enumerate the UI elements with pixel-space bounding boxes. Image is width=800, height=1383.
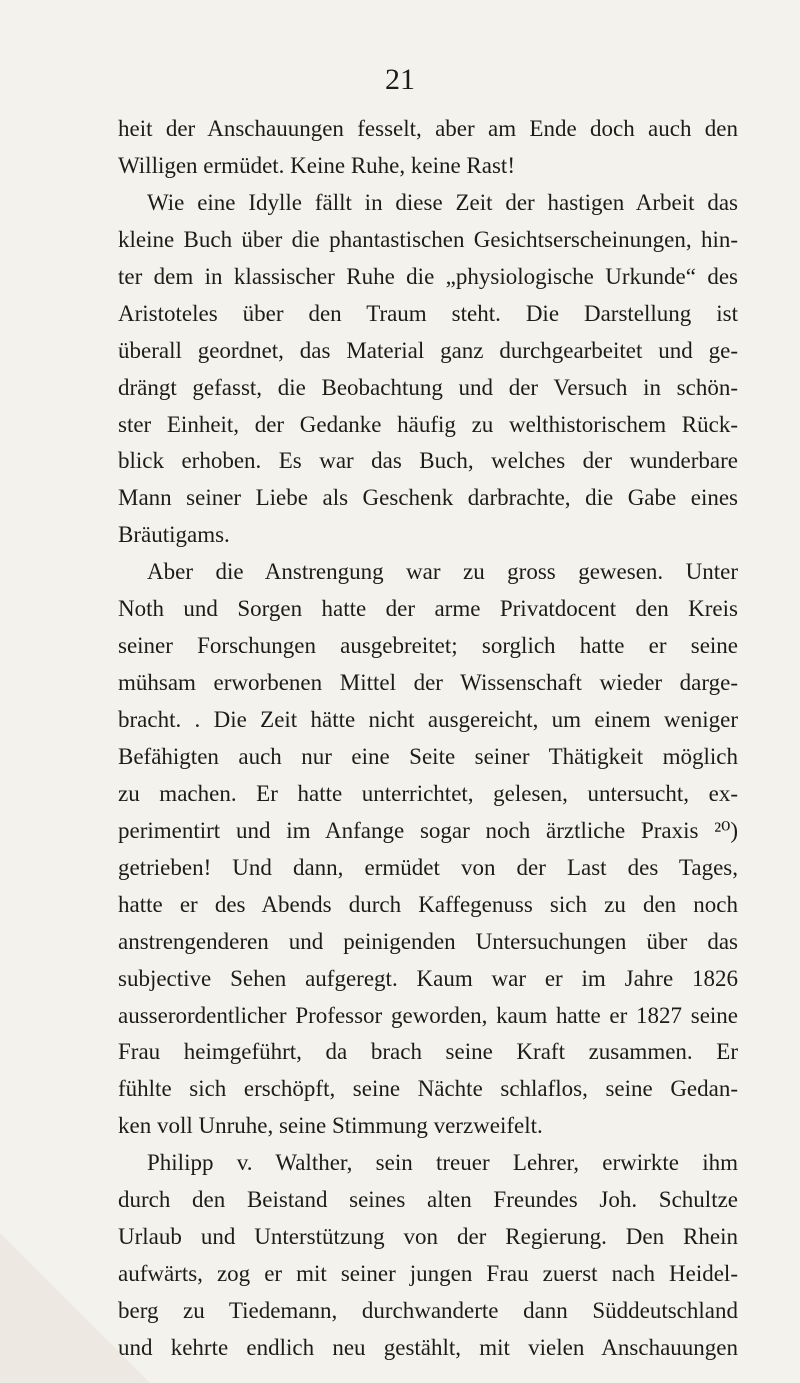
text-line: drängt gefasst, die Beobachtung und der Versuch in schön- xyxy=(118,374,738,400)
text-line: perimentirt und im Anfange sogar noch ärztliche Praxis ²⁰) xyxy=(118,817,738,843)
text-line: Willigen ermüdet. Keine Ruhe, keine Rast! xyxy=(118,152,515,178)
text-line: ausserordentlicher Professor geworden, kaum hatte er 1827 seine xyxy=(118,1002,738,1028)
text-line: seiner Forschungen ausgebreitet; sorglich hatte er seine xyxy=(118,633,738,659)
text-line: Noth und Sorgen hatte der arme Privatdocent den Kreis xyxy=(118,596,738,622)
text-line: subjective Sehen aufgeregt. Kaum war er im Jahre 1826 xyxy=(118,965,738,991)
text-line: ter dem in klassischer Ruhe die „physiologische Urkunde“ des xyxy=(118,263,738,289)
text-line: aufwärts, zog er mit seiner jungen Frau zuerst nach Heidel- xyxy=(118,1261,738,1287)
text-line: Aristoteles über den Traum steht. Die Darstellung ist xyxy=(118,300,738,326)
text-line: ken voll Unruhe, seine Stimmung verzweifelt. xyxy=(118,1113,543,1139)
body-text xyxy=(118,111,738,1367)
text-line: hatte er des Abends durch Kaffegenuss sich zu den noch xyxy=(118,891,738,917)
text-line: überall geordnet, das Material ganz durchgearbeitet und ge- xyxy=(118,337,738,363)
text-line: Urlaub und Unterstützung von der Regierung. Den Rhein xyxy=(118,1224,738,1250)
text-line: blick erhoben. Es war das Buch, welches der wunderbare xyxy=(118,448,738,474)
text-line: getrieben! Und dann, ermüdet von der Last des Tages, xyxy=(118,854,738,880)
text-line: anstrengenderen und peinigenden Untersuchungen über das xyxy=(118,928,738,954)
text-line: mühsam erworbenen Mittel der Wissenschaft wieder darge- xyxy=(118,670,738,696)
text-line: Bräutigams. xyxy=(118,522,230,548)
text-line: Wie eine Idylle fällt in diese Zeit der hastigen Arbeit das xyxy=(147,189,738,215)
text-line: fühlte sich erschöpft, seine Nächte schlaflos, seine Gedan- xyxy=(118,1076,738,1102)
text-line: kleine Buch über die phantastischen Gesichtserscheinungen, hin- xyxy=(118,226,738,252)
text-line: Aber die Anstrengung war zu gross gewesen. Unter xyxy=(147,559,738,585)
text-line: durch den Beistand seines alten Freundes Joh. Schultze xyxy=(118,1187,738,1213)
text-line: und kehrte endlich neu gestählt, mit vielen Anschauungen xyxy=(118,1334,738,1360)
text-line: berg zu Tiedemann, durchwanderte dann Süddeutschland xyxy=(118,1298,738,1323)
page-corner-shadow xyxy=(0,1233,150,1383)
text-line: heit der Anschauungen fesselt, aber am Ende doch auch den xyxy=(118,116,738,141)
text-line: zu machen. Er hatte unterrichtet, gelesen, untersucht, ex- xyxy=(118,780,738,806)
text-line: Frau heimgeführt, da brach seine Kraft zusammen. Er xyxy=(118,1039,738,1065)
page-number: 21 xyxy=(385,63,415,96)
text-line: Befähigten auch nur eine Seite seiner Thätigkeit möglich xyxy=(118,743,738,769)
text-line: ster Einheit, der Gedanke häufig zu welthistorischem Rück- xyxy=(118,411,738,437)
text-line: bracht. . Die Zeit hätte nicht ausgereicht, um einem weniger xyxy=(118,707,738,732)
text-line: Mann seiner Liebe als Geschenk darbrachte, die Gabe eines xyxy=(118,485,738,511)
text-line: Philipp v. Walther, sein treuer Lehrer, erwirkte ihm xyxy=(147,1150,738,1176)
